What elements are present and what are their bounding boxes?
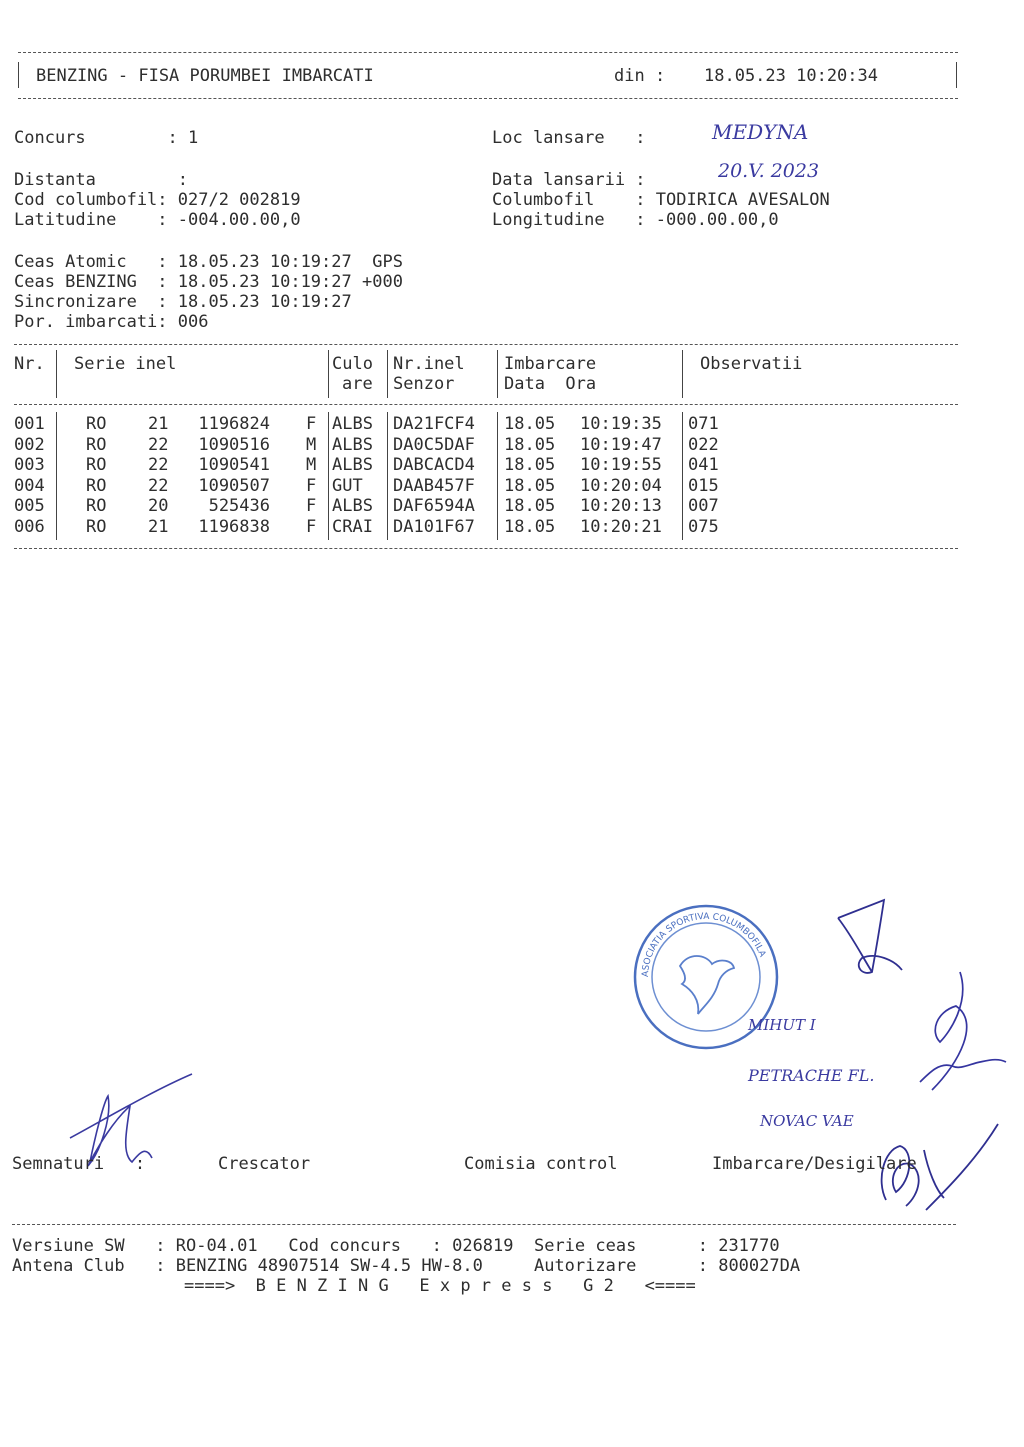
column-divider bbox=[328, 412, 329, 540]
row-observation: 007 bbox=[688, 496, 719, 516]
row-observation: 041 bbox=[688, 455, 719, 475]
row-color: CRAI bbox=[332, 516, 373, 537]
row-sex: M bbox=[306, 455, 317, 475]
footer-separator bbox=[12, 1224, 956, 1225]
commission-name-1: MIHUT I bbox=[748, 1016, 816, 1034]
row-nr: 005 bbox=[14, 496, 45, 516]
row-year: 22 bbox=[148, 475, 169, 496]
row-ring-number: 1090516 bbox=[198, 434, 270, 455]
row-color: GUT bbox=[332, 475, 363, 496]
semnaturi-label: Semnaturi : bbox=[12, 1154, 146, 1174]
table-header-separator bbox=[14, 404, 958, 405]
row-sensor: DA21FCF4 bbox=[393, 414, 475, 434]
row-date: 18.05 bbox=[504, 414, 556, 434]
row-sex: F bbox=[306, 496, 317, 516]
row-color: ALBS bbox=[332, 434, 373, 455]
row-nr: 002 bbox=[14, 434, 45, 455]
sincronizare-line: Sincronizare : 18.05.23 10:19:27 bbox=[14, 292, 352, 312]
row-sensor: DA0C5DAF bbox=[393, 434, 475, 455]
row-nr: 001 bbox=[14, 414, 45, 434]
row-date: 18.05 bbox=[504, 455, 556, 475]
benzing-express-banner: ====> B E N Z I N G E x p r e s s G 2 <==== bbox=[184, 1276, 696, 1296]
row-year: 21 bbox=[148, 414, 169, 434]
data-lansarii-label: Data lansarii : bbox=[492, 170, 646, 190]
header-top-border bbox=[18, 52, 958, 53]
table-bottom-border bbox=[14, 548, 958, 549]
signature-commission-2 bbox=[900, 962, 1010, 1102]
row-year: 20 bbox=[148, 496, 169, 516]
antena-line: Antena Club : BENZING 48907514 SW-4.5 HW-8.0 Autorizare : 800027DA bbox=[12, 1256, 801, 1276]
row-sensor: DA101F67 bbox=[393, 516, 475, 537]
row-sensor: DAF6594A bbox=[393, 496, 475, 516]
row-country: RO bbox=[86, 455, 107, 475]
stamp-text: ASOCIATIA SPORTIVA COLUMBOFILA bbox=[640, 911, 768, 978]
row-sex: M bbox=[306, 434, 317, 455]
row-date: 18.05 bbox=[504, 475, 556, 496]
row-ring-number: 525436 bbox=[208, 496, 270, 516]
por-imbarcati-line: Por. imbarcati: 006 bbox=[14, 312, 209, 332]
column-divider bbox=[497, 412, 498, 540]
table-top-border bbox=[14, 344, 958, 345]
imbarcare-desigilare-label: Imbarcare/Desigilare bbox=[712, 1154, 917, 1174]
crescator-label: Crescator bbox=[218, 1154, 311, 1174]
ceas-atomic-line: Ceas Atomic : 18.05.23 10:19:27 GPS bbox=[14, 252, 403, 272]
ceas-benzing-line: Ceas BENZING : 18.05.23 10:19:27 +000 bbox=[14, 272, 403, 292]
column-divider bbox=[56, 350, 57, 398]
comisia-control-label: Comisia control bbox=[464, 1154, 618, 1174]
row-color: ALBS bbox=[332, 496, 373, 516]
row-time: 10:20:13 bbox=[580, 496, 662, 516]
header-senzor: Senzor bbox=[393, 374, 455, 394]
row-time: 10:19:35 bbox=[580, 414, 662, 434]
row-ring-number: 1196838 bbox=[198, 516, 270, 537]
row-country: RO bbox=[86, 475, 107, 496]
din-value: 18.05.23 10:20:34 bbox=[704, 66, 878, 86]
concurs-line: Concurs : 1 bbox=[14, 128, 199, 148]
versiune-line: Versiune SW : RO-04.01 Cod concurs : 026819 Serie ceas : 231770 bbox=[12, 1236, 780, 1256]
header-observatii: Observatii bbox=[700, 354, 803, 374]
header-serie-inel: Serie inel bbox=[74, 354, 177, 374]
commission-name-2: PETRACHE FL. bbox=[748, 1066, 875, 1085]
distanta-line: Distanta : bbox=[14, 170, 188, 190]
row-time: 10:20:04 bbox=[580, 475, 662, 496]
row-color: ALBS bbox=[332, 414, 373, 434]
header-bottom-border bbox=[18, 98, 958, 99]
row-time: 10:20:21 bbox=[580, 516, 662, 537]
row-observation: 022 bbox=[688, 434, 719, 455]
row-date: 18.05 bbox=[504, 516, 556, 537]
row-observation: 071 bbox=[688, 414, 719, 434]
row-nr: 006 bbox=[14, 516, 45, 537]
row-country: RO bbox=[86, 434, 107, 455]
column-divider bbox=[682, 412, 683, 540]
row-sensor: DABCACD4 bbox=[393, 455, 475, 475]
row-time: 10:19:47 bbox=[580, 434, 662, 455]
row-sex: F bbox=[306, 414, 317, 434]
din-label: din : bbox=[614, 66, 666, 86]
row-year: 21 bbox=[148, 516, 169, 537]
row-color: ALBS bbox=[332, 455, 373, 475]
row-sex: F bbox=[306, 516, 317, 537]
header-nr-inel: Nr.inel bbox=[393, 354, 465, 374]
row-observation: 075 bbox=[688, 516, 719, 537]
row-ring-number: 1196824 bbox=[198, 414, 270, 434]
pigeon-icon bbox=[680, 956, 734, 1014]
header-data-ora: Data Ora bbox=[504, 374, 597, 394]
header-nr: Nr. bbox=[14, 354, 45, 374]
row-date: 18.05 bbox=[504, 434, 556, 455]
header-culoare: Culo bbox=[332, 354, 373, 374]
longitudine-line: Longitudine : -000.00.00,0 bbox=[492, 210, 779, 230]
header-imbarcare: Imbarcare bbox=[504, 354, 597, 374]
header-right-border bbox=[956, 62, 957, 88]
row-nr: 003 bbox=[14, 455, 45, 475]
column-divider bbox=[56, 412, 57, 540]
row-country: RO bbox=[86, 496, 107, 516]
row-year: 22 bbox=[148, 434, 169, 455]
row-year: 22 bbox=[148, 455, 169, 475]
row-country: RO bbox=[86, 414, 107, 434]
column-divider bbox=[387, 412, 388, 540]
column-divider bbox=[387, 350, 388, 398]
row-date: 18.05 bbox=[504, 496, 556, 516]
data-lansarii-handwritten: 20.V. 2023 bbox=[718, 160, 820, 182]
commission-name-3: NOVAC VAE bbox=[760, 1112, 854, 1130]
row-ring-number: 1090541 bbox=[198, 455, 270, 475]
header-culoare-2: are bbox=[342, 374, 373, 394]
column-divider bbox=[328, 350, 329, 398]
loc-lansare-handwritten: MEDYNA bbox=[712, 120, 809, 144]
latitudine-line: Latitudine : -004.00.00,0 bbox=[14, 210, 301, 230]
column-divider bbox=[682, 350, 683, 398]
row-country: RO bbox=[86, 516, 107, 537]
header-left-border bbox=[18, 62, 19, 88]
row-sensor: DAAB457F bbox=[393, 475, 475, 496]
cod-columbofil-line: Cod columbofil: 027/2 002819 bbox=[14, 190, 301, 210]
row-nr: 004 bbox=[14, 475, 45, 496]
row-ring-number: 1090507 bbox=[198, 475, 270, 496]
loc-lansare-label: Loc lansare : bbox=[492, 128, 646, 148]
row-observation: 015 bbox=[688, 475, 719, 496]
document-title: BENZING - FISA PORUMBEI IMBARCATI bbox=[36, 66, 374, 86]
stamp-inner-ring bbox=[652, 923, 760, 1031]
row-sex: F bbox=[306, 475, 317, 496]
row-time: 10:19:55 bbox=[580, 455, 662, 475]
columbofil-line: Columbofil : TODIRICA AVESALON bbox=[492, 190, 830, 210]
column-divider bbox=[497, 350, 498, 398]
